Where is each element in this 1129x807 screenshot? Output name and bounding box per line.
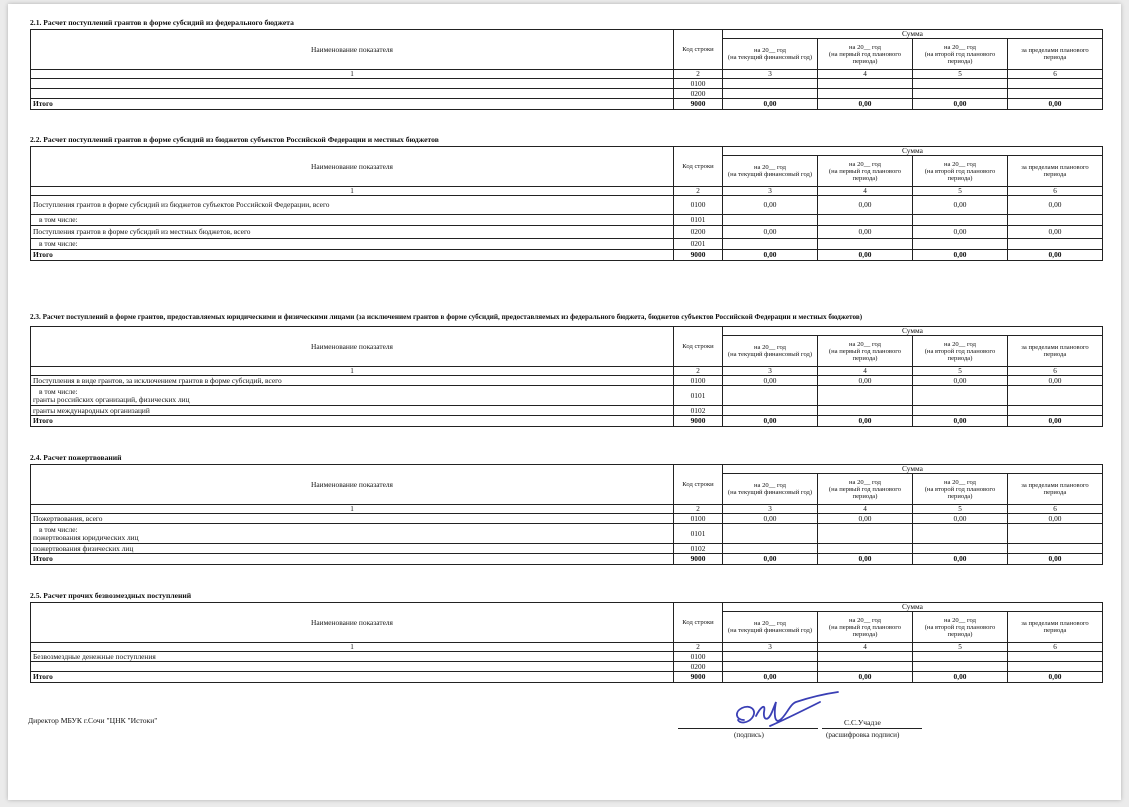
- header-col1: на 20__ год (на текущий финансовый год): [723, 39, 818, 70]
- header-col3: на 20__ год (на второй год планового периода): [913, 39, 1008, 70]
- table-row: Поступления грантов в форме субсидий из бюджетов субъектов Российской Федерации, всего 0100 0,00 0,00 0,00 0,00: [31, 196, 1103, 215]
- table-row: в том числе: 0101: [31, 215, 1103, 226]
- signature-line: [678, 728, 818, 729]
- header-col2: на 20__ год (на первый год планового периода): [818, 39, 913, 70]
- table-row: в том числе: пожертвования юридических лиц 0101: [31, 524, 1103, 544]
- section-title-2-4: 2.4. Расчет пожертвований: [30, 453, 122, 462]
- table-2-1: Наименование показателя Код строки Сумма на 20__ год (на текущий финансовый год) на 20__ год (на первый год планового периода) на 20__ год (на второй год планового периода) за пределами планового периода 1 2 3 4 5 6 0100 0200 Итого 9000 0,00 0,00 0,00 0,00: [30, 29, 1103, 110]
- table-2-2: Наименование показателя Код строки Сумма на 20__ год (на текущий финансовый год) на 20__ год (на первый год планового периода) на 20__ год (на второй год планового периода) за пределами планового периода 1 2 3 4 5 6 Поступления грантов в форме субсидий из бюджетов субъектов Российской Федерации, всего 0100 0,00 0,00 0,00 0,00 в том числе: 0101 Поступления грантов в форме субсидий из местных бюджетов, всего 0200 0,00 0,00 0,00 0,00 в том числе: 0201 Итого 9000 0,00 0,00 0,00 0,00: [30, 146, 1103, 261]
- director-label: Директор МБУК г.Сочи "ЦНК "Истоки": [28, 716, 158, 725]
- table-row: пожертвования физических лиц 0102: [31, 544, 1103, 554]
- section-title-2-2: 2.2. Расчет поступлений грантов в форме субсидий из бюджетов субъектов Российской Федерации и местных бюджетов: [30, 135, 439, 144]
- header-sum: Сумма: [723, 30, 1103, 39]
- table-2-3: Наименование показателя Код строки Сумма на 20__ год (на текущий финансовый год) на 20__ год (на первый год планового периода) на 20__ год (на второй год планового периода) за пределами планового периода 1 2 3 4 5 6 Поступления в виде грантов, за исключением грантов в форме субсидий, всего 0100 0,00 0,00 0,00 0,00 в том числе: гранты российских организаций, физических лиц 0101 гранты международных организаций 0102 Итого 9000 0,00 0,00 0,00 0,00: [30, 326, 1103, 427]
- header-name: Наименование показателя: [31, 30, 674, 70]
- signer-name: С.С.Учадзе: [844, 718, 881, 727]
- header-sum: Сумма: [723, 147, 1103, 156]
- table-row: Безвозмездные денежные поступления 0100: [31, 652, 1103, 662]
- table-2-4: Наименование показателя Код строки Сумма на 20__ год (на текущий финансовый год) на 20__ год (на первый год планового периода) на 20__ год (на второй год планового периода) за пределами планового периода 1 2 3 4 5 6 Пожертвования, всего 0100 0,00 0,00 0,00 0,00 в том числе: пожертвования юридических лиц 0101 пожертвования физических лиц 0102 Итого 9000 0,00 0,00 0,00 0,00: [30, 464, 1103, 565]
- header-code: Код строки: [674, 30, 723, 70]
- total-row: Итого 9000 0,00 0,00 0,00 0,00: [31, 416, 1103, 427]
- total-row: Итого 9000 0,00 0,00 0,00 0,00: [31, 99, 1103, 110]
- section-title-2-3: 2.3. Расчет поступлений в форме грантов, предоставляемых юридическими и физическими лицами (за исключением грантов в форме субсидий, предоставляемых из федерального бюджета, бюджетов субъектов Российской Федерации и местных бюджетов): [30, 313, 863, 321]
- table-row: гранты международных организаций 0102: [31, 406, 1103, 416]
- table-row: Поступления в виде грантов, за исключением грантов в форме субсидий, всего 0100 0,00 0,00 0,00 0,00: [31, 376, 1103, 386]
- table-2-5: Наименование показателя Код строки Сумма на 20__ год (на текущий финансовый год) на 20__ год (на первый год планового периода) на 20__ год (на второй год планового периода) за пределами планового периода 1 2 3 4 5 6 Безвозмездные денежные поступления 0100 0200 Итого 9000 0,00 0,00 0,00 0,00: [30, 602, 1103, 683]
- header-name: Наименование показателя: [31, 147, 674, 187]
- table-row: Пожертвования, всего 0100 0,00 0,00 0,00 0,00: [31, 514, 1103, 524]
- header-code: Код строки: [674, 147, 723, 187]
- total-row: Итого 9000 0,00 0,00 0,00 0,00: [31, 554, 1103, 565]
- total-row: Итого 9000 0,00 0,00 0,00 0,00: [31, 672, 1103, 683]
- table-row: 0100: [31, 79, 1103, 89]
- table-row: в том числе: гранты российских организаций, физических лиц 0101: [31, 386, 1103, 406]
- name-line: [822, 728, 922, 729]
- section-title-2-5: 2.5. Расчет прочих безвозмездных поступлений: [30, 591, 192, 600]
- table-row: Поступления грантов в форме субсидий из местных бюджетов, всего 0200 0,00 0,00 0,00 0,00: [31, 226, 1103, 239]
- total-row: Итого 9000 0,00 0,00 0,00 0,00: [31, 250, 1103, 261]
- document-page: [8, 4, 1121, 800]
- table-row: 0200: [31, 662, 1103, 672]
- table-row: 0200: [31, 89, 1103, 99]
- table-row: в том числе: 0201: [31, 239, 1103, 250]
- header-col4: за пределами планового периода: [1008, 39, 1103, 70]
- signature-caption: (подпись): [734, 731, 764, 739]
- section-title-2-1: 2.1. Расчет поступлений грантов в форме субсидий из федерального бюджета: [30, 18, 294, 27]
- name-caption: (расшифровка подписи): [826, 731, 900, 739]
